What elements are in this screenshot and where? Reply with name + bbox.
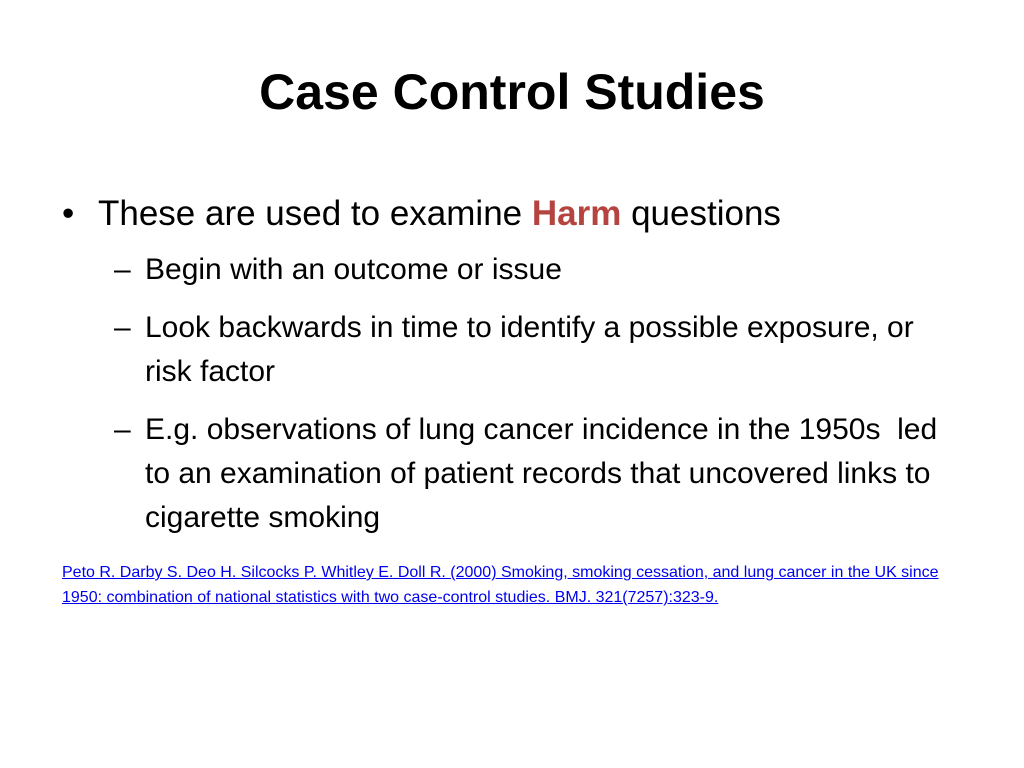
bullet-text-after: questions bbox=[621, 194, 781, 233]
bullet-item bbox=[62, 190, 962, 238]
sub-bullet-text: Look backwards in time to identify a possible exposure, or risk factor bbox=[145, 311, 914, 388]
sub-bullet-marker: – bbox=[114, 311, 131, 344]
sub-bullet-text: Begin with an outcome or issue bbox=[145, 253, 562, 286]
sub-bullet-container bbox=[62, 248, 962, 540]
sub-bullet-item bbox=[114, 408, 962, 540]
bullet-highlight-harm: Harm bbox=[531, 194, 622, 233]
sub-bullet-item bbox=[114, 248, 962, 292]
sub-bullet-marker: – bbox=[114, 413, 131, 446]
bullet-text-before: These are used to examine bbox=[98, 194, 532, 233]
bullet-marker: • bbox=[62, 194, 75, 233]
bullet-list bbox=[62, 190, 962, 554]
sub-bullet-text: E.g. observations of lung cancer incidence in the 1950s led to an examination of patient records that uncovered links to cigarette smoking bbox=[145, 413, 946, 534]
reference-link[interactable]: Peto R. Darby S. Deo H. Silcocks P. Whitley E. Doll R. (2000) Smoking, smoking cessation, and lung cancer in the UK since 1950: combination of national statistics with two case-control studies. BMJ. 321(7257):323-9. bbox=[62, 564, 939, 606]
sub-bullet-marker: – bbox=[114, 253, 131, 286]
slide-title: Case Control Studies bbox=[259, 64, 765, 120]
sub-bullet-item bbox=[114, 306, 962, 394]
sub-bullet-list bbox=[62, 248, 962, 540]
